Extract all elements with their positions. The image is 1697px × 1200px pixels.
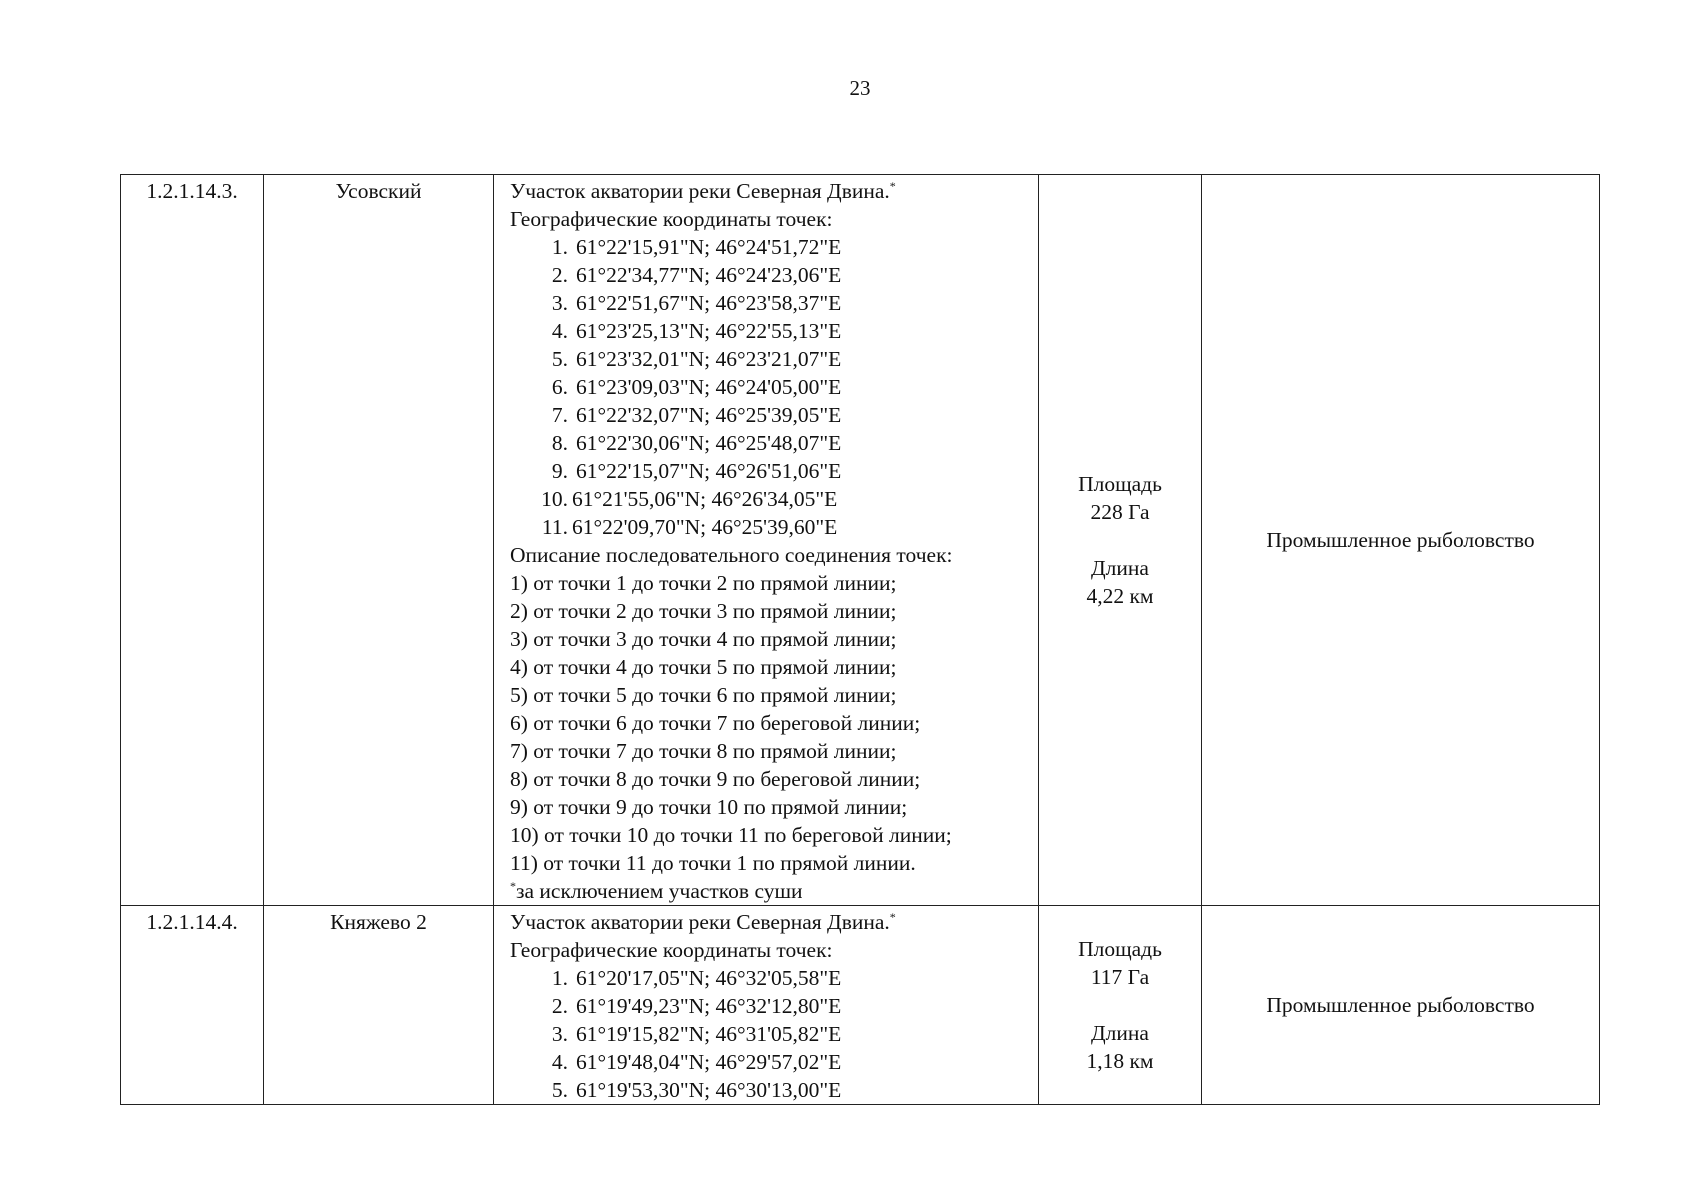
area-parameters bbox=[1039, 175, 1202, 906]
spacer bbox=[1039, 526, 1201, 554]
list-item: 7. 61°22'32,07"N; 46°25'39,05"E bbox=[551, 403, 842, 427]
table-row bbox=[121, 906, 1600, 1105]
list-item: 3. 61°19'15,82"N; 46°31'05,82"E bbox=[551, 1022, 842, 1046]
area-purpose: Промышленное рыболовство bbox=[1202, 906, 1600, 1105]
page-number: 23 bbox=[849, 76, 871, 100]
list-item: 8) от точки 8 до точки 9 по береговой линии; bbox=[510, 767, 921, 791]
list-item: 6) от точки 6 до точки 7 по береговой линии; bbox=[510, 711, 921, 735]
connections-header: Описание последовательного соединения точек: bbox=[510, 543, 953, 567]
list-item: 3) от точки 3 до точки 4 по прямой линии; bbox=[510, 627, 897, 651]
list-item: 9. 61°22'15,07"N; 46°26'51,06"E bbox=[551, 459, 842, 483]
list-item: 10. 61°21'55,06"N; 46°26'34,05"E bbox=[541, 487, 838, 511]
area-value: 117 Га bbox=[1090, 965, 1150, 989]
area-title: Участок акватории реки Северная Двина.* bbox=[510, 909, 896, 934]
coords-header: Географические координаты точек: bbox=[510, 938, 833, 962]
list-item: 4. 61°19'48,04"N; 46°29'57,02"E bbox=[551, 1050, 842, 1074]
list-item: 1) от точки 1 до точки 2 по прямой линии; bbox=[510, 571, 897, 595]
fishing-areas-table bbox=[120, 174, 1600, 1105]
area-purpose: Промышленное рыболовство bbox=[1202, 175, 1600, 906]
list-item: 5. 61°19'53,30"N; 46°30'13,00"E bbox=[551, 1078, 842, 1102]
row-number: 1.2.1.14.4. bbox=[121, 906, 264, 1105]
area-title: Участок акватории реки Северная Двина.* bbox=[510, 178, 896, 203]
list-item: 1. 61°20'17,05"N; 46°32'05,58"E bbox=[551, 966, 842, 990]
list-item: 10) от точки 10 до точки 11 по береговой линии; bbox=[510, 823, 952, 847]
list-item: 8. 61°22'30,06"N; 46°25'48,07"E bbox=[551, 431, 842, 455]
area-parameters bbox=[1039, 906, 1202, 1105]
spacer bbox=[1039, 991, 1201, 1019]
footnote: *за исключением участков суши bbox=[510, 878, 803, 903]
list-item: 4. 61°23'25,13"N; 46°22'55,13"E bbox=[551, 319, 842, 343]
length-value: 4,22 км bbox=[1086, 584, 1154, 608]
list-item: 1. 61°22'15,91"N; 46°24'51,72"E bbox=[551, 235, 842, 259]
list-item: 6. 61°23'09,03"N; 46°24'05,00"E bbox=[551, 375, 842, 399]
coords-header: Географические координаты точек: bbox=[510, 207, 833, 231]
length-label: Длина bbox=[1091, 1021, 1149, 1045]
area-name: Княжево 2 bbox=[264, 906, 494, 1105]
row-number: 1.2.1.14.3. bbox=[121, 175, 264, 906]
list-item: 2. 61°22'34,77"N; 46°24'23,06"E bbox=[551, 263, 842, 287]
table-row bbox=[121, 175, 1600, 906]
coordinate-list bbox=[510, 233, 1038, 541]
coordinate-list bbox=[510, 964, 1038, 1104]
list-item: 2. 61°19'49,23"N; 46°32'12,80"E bbox=[551, 994, 842, 1018]
area-name: Усовский bbox=[264, 175, 494, 906]
list-item: 11) от точки 11 до точки 1 по прямой линии. bbox=[510, 851, 916, 875]
list-item: 5. 61°23'32,01"N; 46°23'21,07"E bbox=[551, 347, 842, 371]
area-label: Площадь bbox=[1078, 937, 1162, 961]
list-item: 9) от точки 9 до точки 10 по прямой линии; bbox=[510, 795, 908, 819]
list-item: 11. 61°22'09,70"N; 46°25'39,60"E bbox=[541, 515, 838, 539]
area-description bbox=[494, 175, 1039, 906]
length-value: 1,18 км bbox=[1086, 1049, 1154, 1073]
list-item: 3. 61°22'51,67"N; 46°23'58,37"E bbox=[551, 291, 842, 315]
list-item: 4) от точки 4 до точки 5 по прямой линии; bbox=[510, 655, 897, 679]
area-label: Площадь bbox=[1078, 472, 1162, 496]
area-value: 228 Га bbox=[1090, 500, 1150, 524]
list-item: 5) от точки 5 до точки 6 по прямой линии; bbox=[510, 683, 897, 707]
list-item: 7) от точки 7 до точки 8 по прямой линии; bbox=[510, 739, 897, 763]
list-item: 2) от точки 2 до точки 3 по прямой линии; bbox=[510, 599, 897, 623]
length-label: Длина bbox=[1091, 556, 1149, 580]
area-description bbox=[494, 906, 1039, 1105]
connection-list bbox=[510, 569, 1038, 877]
